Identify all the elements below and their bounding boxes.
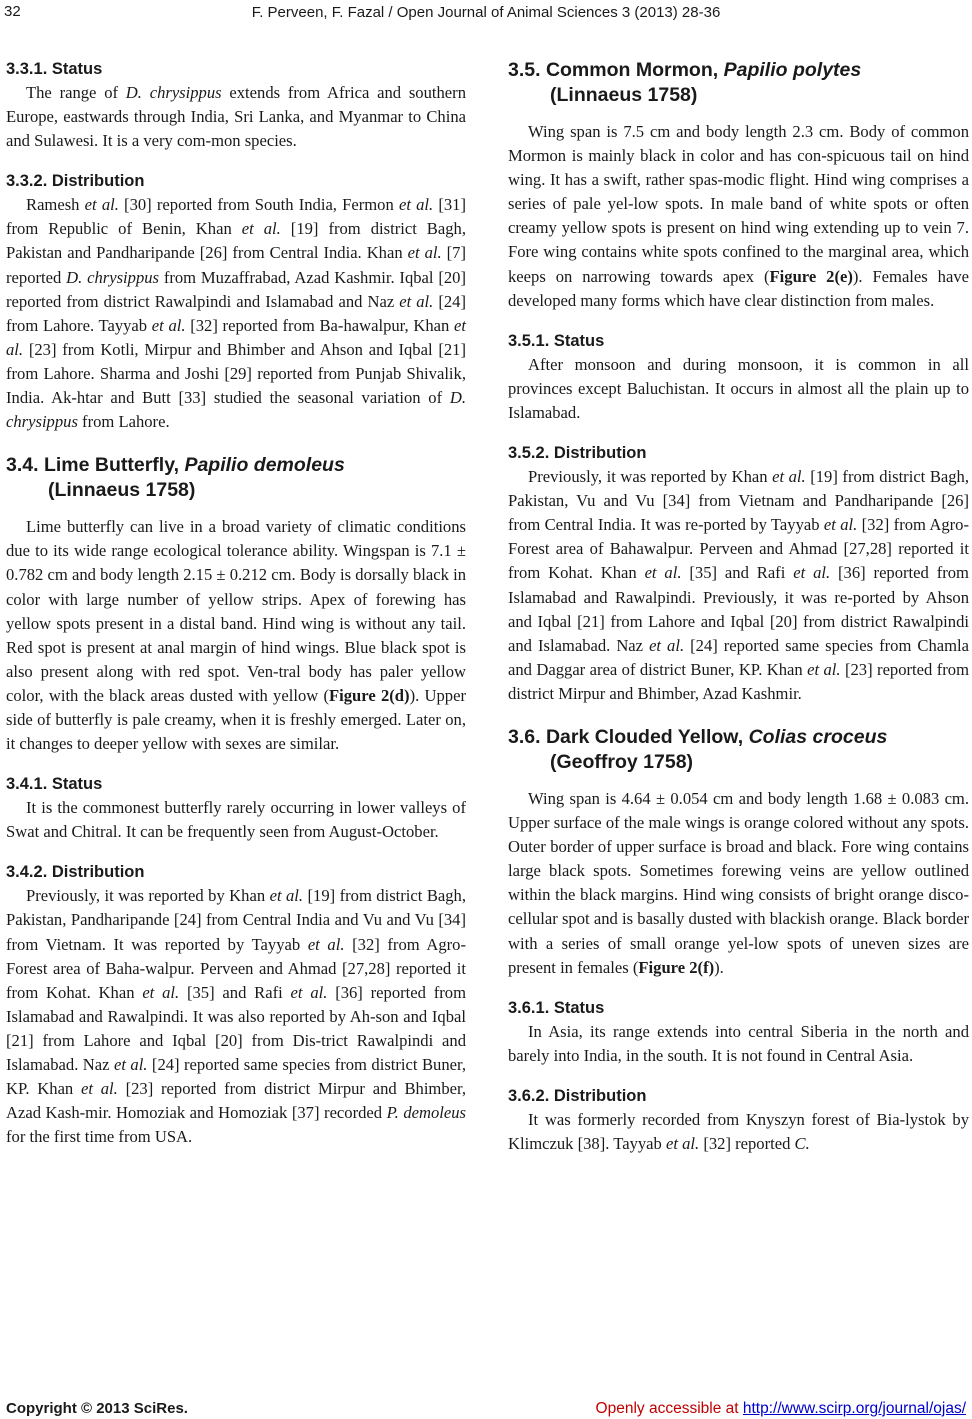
- heading-3-4-1: 3.4.1. Status: [6, 775, 103, 794]
- heading-3-4: 3.4. Lime Butterfly, Papilio demoleus (Linnaeus 1758): [6, 454, 345, 502]
- heading-3-5: 3.5. Common Mormon, Papilio polytes (Linnaeus 1758): [508, 59, 862, 106]
- paragraph-3-6: Wing span is 4.64 ± 0.054 cm and body length 1.68 ± 0.083 cm. Upper surface of the male wings is orange colored without any spots. Outer border of upper surface is broad and black. Fore wing contains large black spots. Sometimes forewing veins are yellow outlined within the black margins. Hind wing consists of bright orange disco-cellular spot and is basally dusted with blackish orange. Black border with a series of small orange yel-low spots of uneven sizes are present in females (Figure 2(f)).: [508, 788, 969, 977]
- paragraph-3-5: Wing span is 7.5 cm and body length 2.3 cm. Body of common Mormon is mainly black in color and has con-spicuous tail on hind wing. It has a swift, rather spas-modic flight. Hind wing comprises a series of pale yel-low spots. In male band of white spots or often creamy yellow spots is present on hind wing extending up to vein 7. Fore wing contains white spots confined to the marginal area, which keeps on narrowing towards apex (Figure 2(e)). Females have developed many forms which have clear distinction from males.: [508, 122, 969, 310]
- paragraph-3-5-1: After monsoon and during monsoon, it is common in all provinces except Baluchistan. It occurs in almost all the plain up to Islamabad.: [508, 354, 969, 422]
- heading-3-3-1: 3.3.1. Status: [6, 60, 103, 78]
- heading-3-6: 3.6. Dark Clouded Yellow, Colias croceus (Geoffroy 1758): [508, 725, 888, 773]
- paragraph-3-4-1: It is the commonest butterfly rarely occurring in lower valleys of Swat and Chitral. It can be frequently seen from August-October.: [6, 798, 466, 842]
- paragraph-3-5-2: Previously, it was reported by Khan et al. [19] from district Bagh, Pakistan, Vu and Vu [34] from Vietnam and Pandharipande [26] from Central India. It was re-ported by Tayyab et al. [32] from Agro-Forest area of Bahawalpur. Perveen and Ahmad [27,28] reported it from Kohat. Khan et al. [35] and Rafi et al. [36] reported from Islamabad and Rawalpindi. Previously, it was re-ported by Ahson and Iqbal [21] from Lahore and Iqbal [20] from district Rawalpindi and Islamabad. Naz et al. [24] reported same species from Chamla and Daggar area of district Buner, KP. Khan et al. [23] reported from district Mirpur and Bhimber, Azad Kashmir.: [508, 467, 970, 703]
- right-column: [508, 58, 969, 1156]
- paragraph-3-6-2: It was formerly recorded from Knyszyn forest of Bia-lystok by Klimczuk [38]. Tayyab et al. [32] reported C.: [508, 1109, 969, 1153]
- paragraph-3-3-1: The range of D. chrysippus extends from Africa and southern Europe, eastwards through India, Sri Lanka, and Myanmar to China and Sulawesi. It is a very com-mon species.: [6, 83, 466, 151]
- paragraph-3-3-2: Ramesh et al. [30] reported from South India, Fermon et al. [31] from Republic of Benin, Khan et al. [19] from district Bagh, Pakistan and Pandharipande [26] from Central India. Khan et al. [7] reported D. chrysippus from Muzaffrabad, Azad Kashmir. Iqbal [20] reported from district Rawalpindi and Islamabad and Naz et al. [24] from Lahore. Tayyab et al. [32] reported from Ba-hawalpur, Khan et al. [23] from Kotli, Mirpur and Bhimber and Ahson and Iqbal [21] from Lahore. Sharma and Joshi [29] reported from Punjab Shivalik, India. Ak-htar and Butt [33] studied the seasonal variation of D. chrysippus from Lahore.: [6, 195, 467, 432]
- paragraph-3-4: Lime butterfly can live in a broad variety of climatic conditions due to its wide range ecological tolerance ability. Wingspan is 7.1 ± 0.782 cm and body length 2.15 ± 0.212 cm. Body is dorsally black in color with large number of yellow strips. Apex of forewing has yellow spots present in a distal band. Hind wing is without any tail. Red spot is present at anal margin of hind wings. Blue black spot is also present along with red spot. Ven-tral body has paler yellow color, with the black areas dusted with yellow (Figure 2(d)). Upper side of butterfly is pale creamy, when it is freshly emerged. Later on, it changes to deeper yellow with sexes are similar.: [6, 517, 466, 754]
- journal-url-link[interactable]: http://www.scirp.org/journal/ojas/: [742, 1400, 966, 1417]
- running-header: F. Perveen, F. Fazal / Open Journal of Animal Sciences 3 (2013) 28-36: [251, 4, 721, 21]
- heading-3-6-2: 3.6.2. Distribution: [508, 1086, 647, 1105]
- copyright-notice: Copyright © 2013 SciRes.: [6, 1400, 188, 1417]
- paragraph-3-4-2: Previously, it was reported by Khan et al. [19] from district Bagh, Pakistan, Pandharipande [24] from Central India and Vu and Vu [34] from Vietnam. It was reported by Tayyab et al. [32] from Agro-Forest area of Baha-walpur. Perveen and Ahmad [27,28] reported it from Kohat. Khan et al. [35] and Rafi et al. [36] reported from Islamabad and Rawalpindi. It was also reported by Ah-son and Iqbal [21] from Lahore and Iqbal [20] from Dis-trict Rawalpindi and Islamabad. Naz et al. [24] reported same species from district Buner, KP. Khan et al. [23] reported from district Mirpur and Bhimber, Azad Kash-mir. Homoziak and Homoziak [37] recorded P. demoleus for the first time from USA.: [6, 886, 467, 1147]
- heading-3-5-2: 3.5.2. Distribution: [508, 444, 647, 463]
- heading-3-3-2: 3.3.2. Distribution: [6, 172, 145, 191]
- left-column: [6, 58, 466, 1149]
- open-access-notice: Openly accessible at http://www.scirp.org/journal/ojas/: [595, 1400, 966, 1417]
- heading-3-4-2: 3.4.2. Distribution: [6, 863, 145, 882]
- paragraph-3-6-1: In Asia, its range extends into central Siberia in the north and barely into India, in the south. It is not found in Central Asia.: [508, 1021, 969, 1065]
- heading-3-5-1: 3.5.1. Status: [508, 331, 605, 350]
- page-number: 32: [4, 3, 21, 20]
- heading-3-6-1: 3.6.1. Status: [508, 998, 605, 1017]
